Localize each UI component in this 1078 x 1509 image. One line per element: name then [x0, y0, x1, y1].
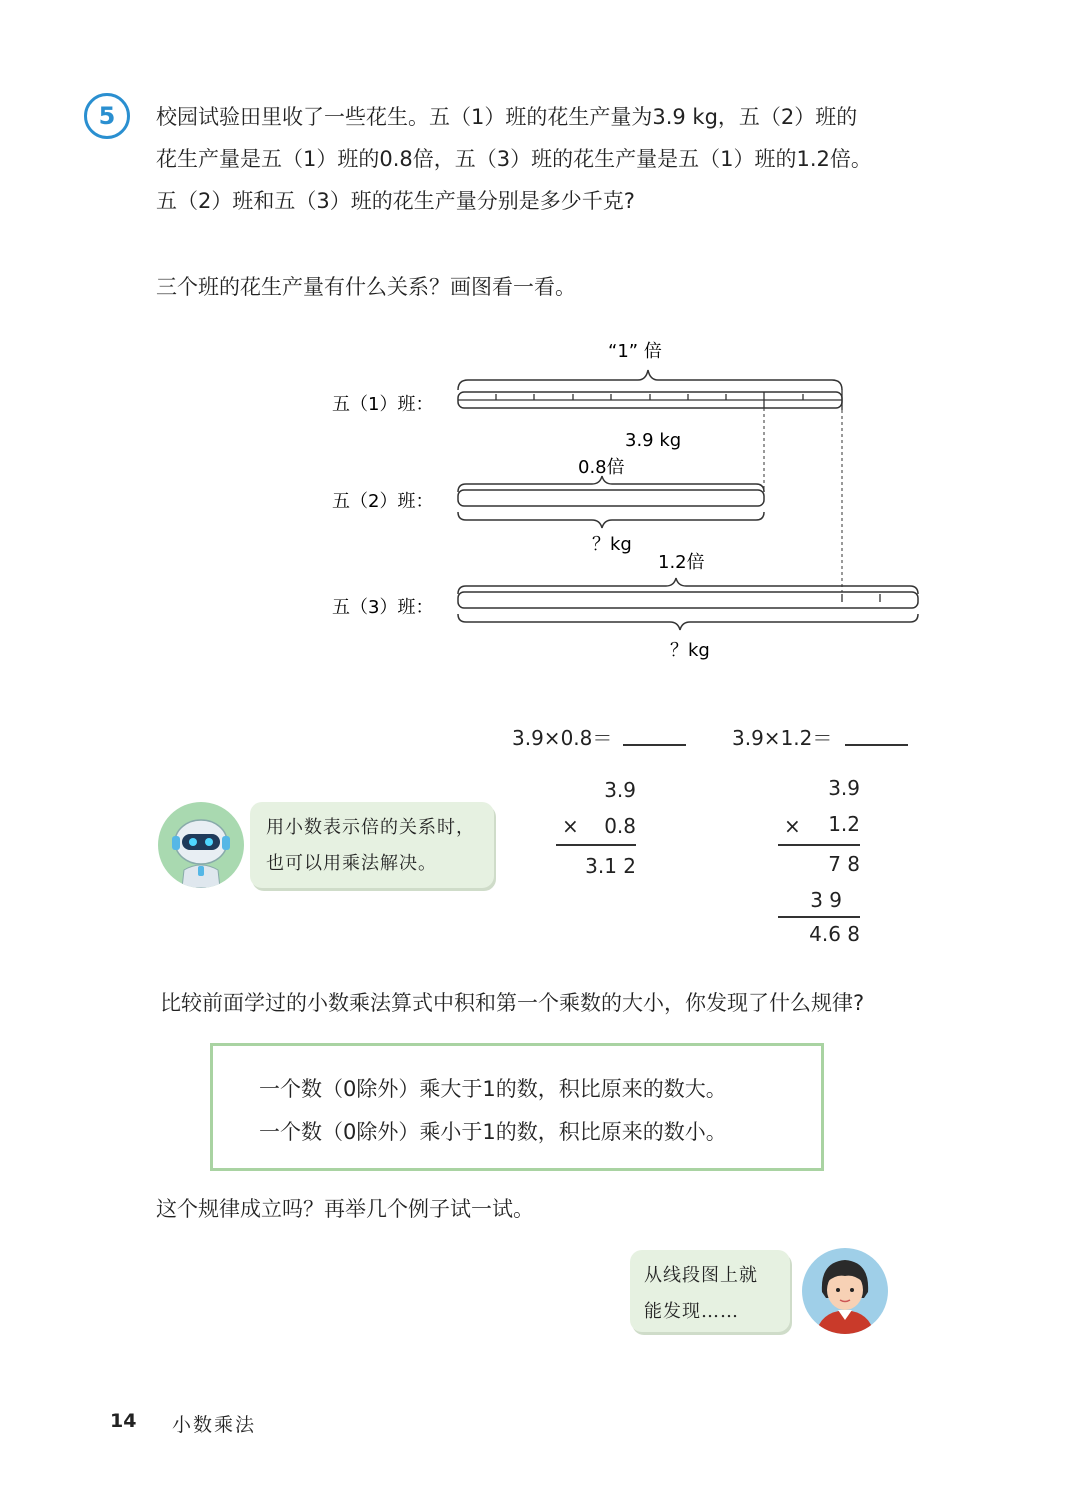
page-number: 14: [110, 1410, 137, 1432]
calc2-rule-1: [778, 844, 860, 846]
calc2-mult: 1.2: [828, 812, 860, 836]
girl-avatar: [802, 1248, 888, 1334]
bar-class3: [458, 592, 918, 608]
robot-avatar: [158, 802, 244, 888]
problem-line-3: 五（2）班和五（3）班的花生产量分别是多少千克?: [156, 189, 635, 213]
diagram-prompt: 三个班的花生产量有什么关系？画图看一看。: [156, 275, 576, 299]
answer-blank-2: [845, 744, 908, 746]
answer-blank-1: [623, 744, 686, 746]
calc2-result: 4.6 8: [809, 922, 860, 946]
equation-1-text: 3.9×0.8＝: [512, 726, 613, 750]
problem-line-1: 校园试验田里收了一些花生。五（1）班的花生产量为3.9 kg，五（2）班的: [156, 105, 858, 129]
brace-one-times: [458, 370, 842, 390]
rule-1: 一个数（0除外）乘大于1的数，积比原来的数大。: [259, 1077, 727, 1101]
row1-label: 五（1）班：: [332, 394, 434, 415]
calc1-result: 3.1 2: [585, 854, 636, 878]
robot-icon: [158, 802, 244, 888]
rule-box: [210, 1043, 824, 1171]
rule-2: 一个数（0除外）乘小于1的数，积比原来的数小。: [259, 1120, 727, 1144]
problem-number-badge: 5: [84, 93, 130, 139]
girl-icon: [802, 1248, 888, 1334]
follow-up-prompt: 这个规律成立吗？再举几个例子试一试。: [156, 1197, 534, 1221]
one-times-label: “1” 倍: [608, 341, 662, 362]
girl-speech-bubble: [630, 1250, 790, 1332]
row2-above-label: 0.8倍: [578, 457, 625, 478]
calc2-rule-2: [778, 916, 860, 918]
problem-line-2: 花生产量是五（1）班的0.8倍，五（3）班的花生产量是五（1）班的1.2倍。: [156, 147, 872, 171]
robot-bubble-line-2: 也可以用乘法解决。: [266, 853, 437, 874]
line-segment-diagram: [320, 330, 940, 674]
row2-below-label: ？kg: [592, 534, 632, 555]
robot-speech-bubble: [250, 802, 494, 888]
girl-bubble-line-1: 从线段图上就: [644, 1265, 758, 1286]
equation-2: [732, 722, 832, 751]
calc1-top: 3.9: [604, 778, 636, 802]
equation-1: [512, 722, 612, 751]
chapter-title: 小数乘法: [172, 1414, 257, 1436]
diagram-svg: [320, 330, 940, 670]
row3-label: 五（3）班：: [332, 597, 434, 618]
calc2-partial-2: 3 9: [810, 888, 842, 912]
vertical-calc-2: [768, 776, 868, 956]
equation-2-text: 3.9×1.2＝: [732, 726, 833, 750]
calc1-op: ×: [562, 814, 579, 838]
girl-bubble-line-2: 能发现……: [644, 1301, 739, 1322]
row3-above-label: 1.2倍: [658, 552, 705, 573]
calc1-rule: [556, 844, 636, 846]
calc1-mult: 0.8: [604, 814, 636, 838]
calc2-op: ×: [784, 814, 801, 838]
bar-class2: [458, 490, 764, 506]
pattern-question: 比较前面学过的小数乘法算式中积和第一个乘数的大小，你发现了什么规律?: [160, 991, 865, 1015]
robot-bubble-line-1: 用小数表示倍的关系时，: [266, 817, 475, 838]
row3-below-label: ？kg: [670, 640, 710, 661]
row2-label: 五（2）班：: [332, 491, 434, 512]
calc2-partial-1: 7 8: [828, 852, 860, 876]
calc2-top: 3.9: [828, 776, 860, 800]
row1-below-label: 3.9 kg: [625, 430, 682, 451]
vertical-calc-1: [540, 776, 640, 886]
